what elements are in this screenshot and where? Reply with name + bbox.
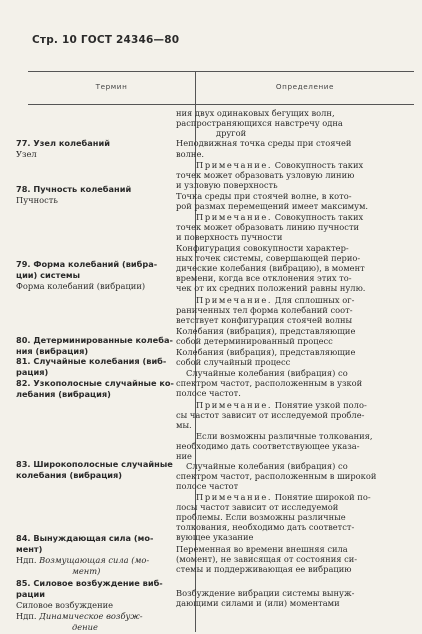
- note-label: Примечание.: [196, 400, 273, 410]
- term-title: рация): [16, 367, 49, 377]
- definition-line: стемы и поддерживающая ее вибрацию: [176, 564, 352, 574]
- term-synonym: Форма колебаний (вибрации): [16, 281, 146, 291]
- term-deprecated: мент): [72, 566, 101, 576]
- definition-line: Неподвижная точка среды при стоячей: [176, 138, 352, 148]
- note-line: Примечание. Понятие широкой по-: [196, 492, 371, 502]
- definition-line: ния двух одинаковых бегущих волн,: [176, 108, 335, 118]
- note-line: ние: [176, 451, 192, 461]
- definition-line: дающими силами и (или) моментами: [176, 598, 340, 608]
- definition-line: собой детерминированный процесс: [176, 336, 333, 346]
- definition-line: Колебания (вибрация), представляющие: [176, 326, 356, 336]
- note-line: точек может образовать линию пучности: [176, 222, 360, 232]
- term-title: колебания (вибрация): [16, 470, 123, 480]
- note-label: Примечание.: [196, 295, 273, 305]
- term-title: рации: [16, 589, 45, 599]
- note-label: Примечание.: [196, 160, 273, 170]
- note-line: мы.: [176, 420, 192, 430]
- term-synonym: Силовое возбуждение: [16, 600, 114, 610]
- page-header: Стр. 10 ГОСТ 24346—80: [32, 34, 180, 46]
- note-line: и поверхность пучности: [176, 232, 283, 242]
- note-line: Примечание. Совокупность таких: [196, 160, 364, 170]
- term-column-header: Термин: [95, 82, 128, 91]
- term-title: ния (вибрация): [16, 346, 89, 356]
- note-line: и узловую поверхность: [176, 180, 278, 190]
- note-line: Примечание. Понятие узкой поло-: [196, 400, 367, 410]
- table-header: [28, 72, 414, 105]
- definition-line: (момент), не зависящая от состояния си-: [176, 554, 358, 564]
- definition-line: полосе частот.: [176, 388, 241, 398]
- term-deprecated: Ндп. Динамическое возбуж-: [16, 611, 143, 621]
- definition-line: Колебания (вибрация), представляющие: [176, 347, 356, 357]
- note-line: раниченных тел форма колебаний соот-: [176, 305, 353, 315]
- definition-line: Конфигурация совокупности характер-: [176, 243, 349, 253]
- definition-line: чек от их средних положений равны нулю.: [176, 283, 366, 293]
- term-title: 77. Узел колебаний: [16, 138, 110, 148]
- term-title: 84. Вынуждающая сила (мо-: [16, 533, 154, 543]
- term-title: 80. Детерминированные колеба-: [16, 335, 173, 345]
- note-line: вующее указание: [176, 532, 254, 542]
- definition-line: спектром частот, расположенным в широкой: [176, 471, 377, 481]
- definition-line: волне.: [176, 149, 205, 159]
- definition-line: рой размах перемещений имеет максимум.: [176, 201, 369, 211]
- note-line: Примечание. Совокупность таких: [196, 212, 364, 222]
- definition-column-header: Определение: [275, 82, 335, 91]
- note-line: Если возможны различные толкования,: [196, 431, 373, 441]
- definition-line: Случайные колебания (вибрация) со: [186, 368, 348, 378]
- term-title: мент): [16, 544, 43, 554]
- definition-line: собой случайный процесс: [176, 357, 291, 367]
- definition-line: Переменная во времени внешняя сила: [176, 544, 348, 554]
- definition-line: Возбуждение вибрации системы вынуж-: [176, 588, 355, 598]
- note-label: Примечание.: [196, 492, 273, 502]
- term-title: 82. Узкополосные случайные ко-: [16, 378, 174, 388]
- definition-line: полосе частот: [176, 481, 239, 491]
- term-title: ции) системы: [16, 270, 80, 280]
- note-line: лосы частот зависит от исследуемой: [176, 502, 339, 512]
- note-line: толкования, необходимо дать соответст-: [176, 522, 355, 532]
- note-label: Примечание.: [196, 212, 273, 222]
- definition-line: времени, когда все отклонения этих то-: [176, 273, 352, 283]
- note-line: необходимо дать соответствующее указа-: [176, 441, 360, 451]
- definition-line: распространяющихся навстречу одна: [176, 118, 343, 128]
- term-title: 85. Силовое возбуждение виб-: [16, 578, 163, 588]
- note-line: ветствует конфигурация стоячей волны: [176, 315, 353, 325]
- term-synonym: Узел: [16, 149, 37, 159]
- term-title: лебания (вибрация): [16, 389, 111, 399]
- note-line: точек может образовать узловую линию: [176, 170, 355, 180]
- term-synonym: Пучность: [16, 195, 58, 205]
- term-title: 78. Пучность колебаний: [16, 184, 132, 194]
- ndp-term: Ндп. Возмущающая сила (мо-: [16, 555, 150, 565]
- note-line: сы частот зависит от исследуемой пробле-: [176, 410, 365, 420]
- definition-line: спектром частот, расположенным в узкой: [176, 378, 363, 388]
- definition-line: другой: [216, 128, 247, 138]
- term-title: 79. Форма колебаний (вибра-: [16, 259, 158, 269]
- term-deprecated: [16, 555, 149, 565]
- definition-line: ных точек системы, совершающей перио-: [176, 253, 361, 263]
- definition-line: Случайные колебания (вибрация) со: [186, 461, 348, 471]
- note-line: Примечание. Для сплошных ог-: [196, 295, 355, 305]
- term-title: 81. Случайные колебания (виб-: [16, 356, 167, 366]
- definition-line: Точка среды при стоячей волне, в кото-: [176, 191, 352, 201]
- note-line: проблемы. Если возможны различные: [176, 512, 346, 522]
- term-title: 83. Широкополосные случайные: [16, 459, 173, 469]
- definition-line: дические колебания (вибрацию), в момент: [176, 263, 365, 273]
- term-deprecated: дение: [72, 622, 98, 632]
